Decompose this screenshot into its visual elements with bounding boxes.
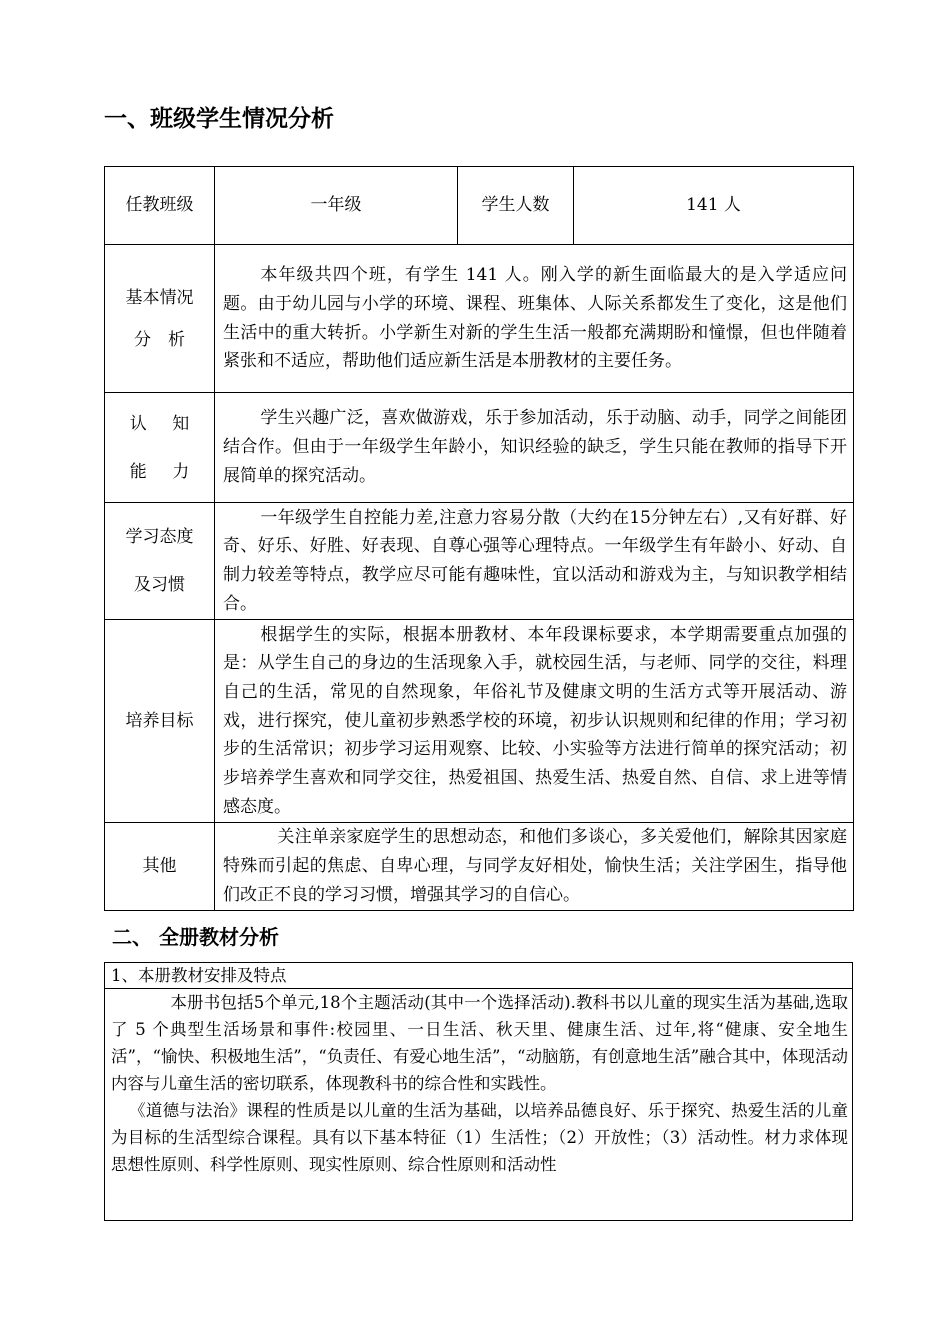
table-header-row [105, 167, 854, 245]
row-label-line: 认知 [129, 413, 215, 434]
row-label-line: 学习态度 [125, 527, 194, 547]
class-label: 任教班级 [105, 167, 215, 245]
table-row [105, 620, 854, 823]
textbook-analysis-table [104, 962, 853, 1221]
paragraph: 本册书包括5个单元,18个主题活动(其中一个选择活动).教科书以儿童的现实生活为基础,选取了 5 个典型生活场景和事件:校园里、一日生活、秋天里、健康生活、过年,将“健康、安全地生活”，“愉快、积极地生活”，“负责任、有爱心地生活”，“动脑筋，有创意地生活”融合其中，体现活动内容与儿童生活的密切联系，体现教科书的综合性和实践性。 [111, 993, 848, 1093]
section2-title: 二、 全册教材分析 [112, 925, 279, 949]
table-row [105, 245, 854, 393]
class-value: 一年级 [215, 167, 458, 245]
row-label-cognition [105, 393, 215, 503]
section1-title: 一、班级学生情况分析 [104, 106, 334, 132]
row-text-cognition: 学生兴趣广泛，喜欢做游戏，乐于参加活动，乐于动脑、动手，同学之间能团结合作。但由于一年级学生年龄小，知识经验的缺乏，学生只能在教师的指导下开展简单的探究活动。 [215, 393, 854, 503]
row-text-goals: 根据学生的实际，根据本册教材、本年段课标要求，本学期需要重点加强的是：从学生自己的身边的生活现象入手，就校园生活，与老师、同学的交往，料理自己的生活，常见的自然现象，年俗礼节及健康文明的生活方式等开展活动、游戏，进行探究，使儿童初步熟悉学校的环境，初步认识规则和纪律的作用；学习初步的生活常识；初步学习运用观察、比较、小实验等方法进行简单的探究活动；初步培养学生喜欢和同学交往，热爱祖国、热爱生活、热爱自然、自信、求上进等情感态度。 [215, 620, 854, 823]
students-value: 141 人 [574, 167, 854, 245]
row-label-attitude [105, 503, 215, 620]
row-text-attitude: 一年级学生自控能力差,注意力容易分散（大约在15分钟左右）,又有好群、好奇、好乐、好胜、好表现、自尊心强等心理特点。一年级学生有年龄小、好动、自制力较差等特点，教学应尽可能有趣味性，宜以活动和游戏为主，与知识教学相结合。 [215, 503, 854, 620]
table-row [105, 503, 854, 620]
subheading: 1、本册教材安排及特点 [105, 963, 853, 989]
row-label-basic [105, 245, 215, 393]
row-text-other: 关注单亲家庭学生的思想动态，和他们多谈心，多关爱他们，解除其因家庭特殊而引起的焦虑、自卑心理，与同学友好相处，愉快生活；关注学困生，指导他们改正不良的学习习惯，增强其学习的自信心。 [215, 823, 854, 911]
table-row [105, 823, 854, 911]
table-row [105, 963, 853, 989]
row-label-line: 能力 [129, 461, 215, 482]
student-analysis-table [104, 166, 854, 911]
row-label-other: 其他 [105, 823, 215, 911]
table-row [105, 393, 854, 503]
row-label-line: 及习惯 [134, 575, 185, 595]
table-row [105, 989, 853, 1221]
row-label-line: 分 析 [134, 329, 185, 350]
row-text-basic: 本年级共四个班，有学生 141 人。刚入学的新生面临最大的是入学适应问题。由于幼儿园与小学的环境、课程、班集体、人际关系都发生了变化，这是他们生活中的重大转折。小学新生对新的学生生活一般都充满期盼和憧憬，但也伴随着紧张和不适应，帮助他们适应新生活是本册教材的主要任务。 [215, 245, 854, 393]
students-label: 学生人数 [458, 167, 574, 245]
row-label-line: 基本情况 [125, 287, 194, 308]
paragraph: 《道德与法治》课程的性质是以儿童的生活为基础，以培养品德良好、乐于探究、热爱生活的儿童为目标的生活型综合课程。具有以下基本特征（1）生活性；（2）开放性；（3）活动性。材力求体现思想性原则、科学性原则、现实性原则、综合性原则和活动性 [111, 1101, 848, 1174]
textbook-description [105, 989, 853, 1221]
row-label-goals: 培养目标 [105, 620, 215, 823]
